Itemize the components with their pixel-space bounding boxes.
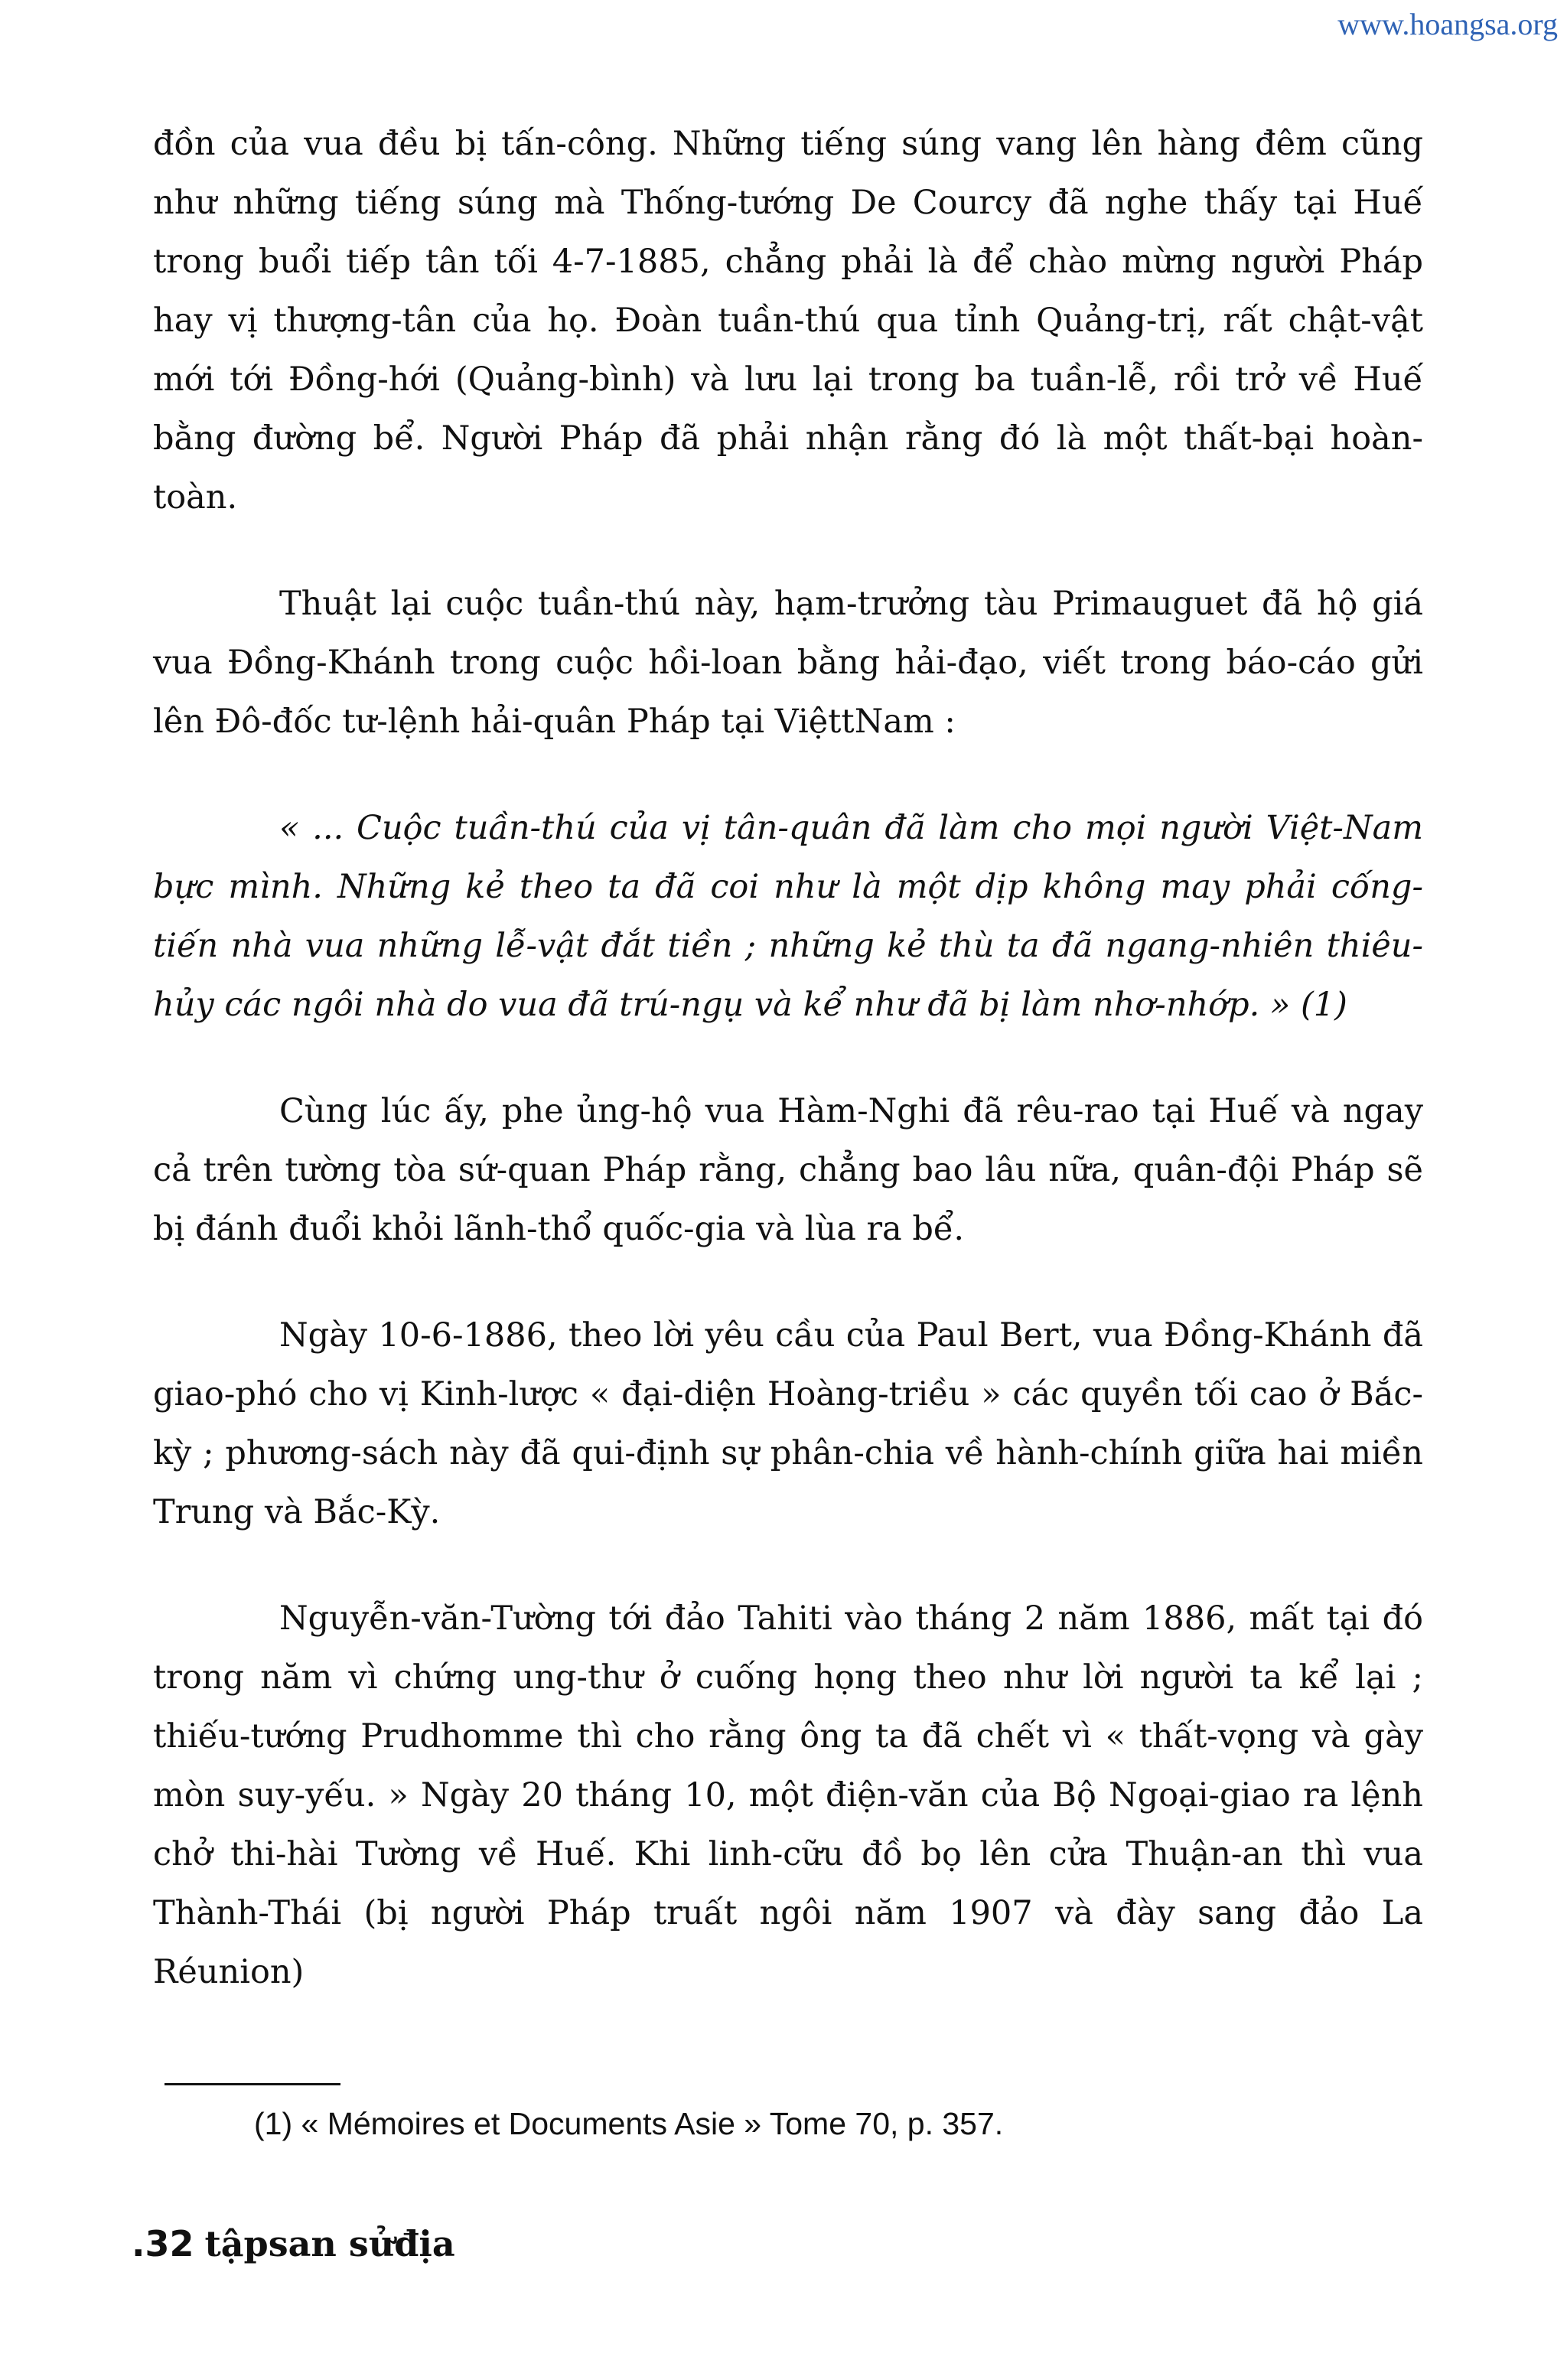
footnote: (1) « Mémoires et Documents Asie » Tome 70, p. 357.	[254, 2106, 1004, 2141]
paragraph-4: Ngày 10-6-1886, theo lời yêu cầu của Paul Bert, vua Đồng-Khánh đã giao-phó cho vị Kinh-lược « đại-diện Hoàng-triều » các quyền tối cao ở Bắc-kỳ ; phương-sách này đã qui-định sự phân-chia về hành-chính giữa hai miền Trung và Bắc-Kỳ.	[153, 1316, 1423, 1531]
watermark-url: www.hoangsa.org	[1337, 7, 1558, 41]
paragraph-2: Thuật lại cuộc tuần-thú này, hạm-trưởng tàu Primauguet đã hộ giá vua Đồng-Khánh trong cuộc hồi-loan bằng hải-đạo, viết trong báo-cáo gửi lên Đô-đốc tư-lệnh hải-quân Pháp tại ViệttNam :	[153, 585, 1423, 741]
page-footer	[132, 2223, 455, 2264]
publication-name: tậpsan sửđịa	[204, 2223, 455, 2264]
page-number: .32	[132, 2223, 194, 2264]
page-body	[153, 115, 1423, 2002]
paragraph-1: đồn của vua đều bị tấn-công. Những tiếng súng vang lên hàng đêm cũng như những tiếng súng mà Thống-tướng De Courcy đã nghe thấy tại Huế trong buổi tiếp tân tối 4-7-1885, chẳng phải là để chào mừng người Pháp hay vị thượng-tân của họ. Đoàn tuần-thú qua tỉnh Quảng-trị, rất chật-vật mới tới Đồng-hới (Quảng-bình) và lưu lại trong ba tuần-lễ, rồi trở về Huế bằng đường bể. Người Pháp đã phải nhận rằng đó là một thất-bại hoàn-toàn.	[153, 125, 1423, 517]
paragraph-5: Nguyễn-văn-Tường tới đảo Tahiti vào tháng 2 năm 1886, mất tại đó trong năm vì chứng ung-thư ở cuống họng theo như lời người ta kể lại ; thiếu-tướng Prudhomme thì cho rằng ông ta đã chết vì « thất-vọng và gày mòn suy-yếu. » Ngày 20 tháng 10, một điện-văn của Bộ Ngoại-giao ra lệnh chở thi-hài Tường về Huế. Khi linh-cữu đồ bọ lên cửa Thuận-an thì vua Thành-Thái (bị người Pháp truất ngôi năm 1907 và đày sang đảo La Réunion)	[153, 1599, 1423, 1991]
footnote-divider	[165, 2083, 340, 2085]
paragraph-3: Cùng lúc ấy, phe ủng-hộ vua Hàm-Nghi đã rêu-rao tại Huế và ngay cả trên tường tòa sứ-quan Pháp rằng, chẳng bao lâu nữa, quân-đội Pháp sẽ bị đánh đuổi khỏi lãnh-thổ quốc-gia và lùa ra bể.	[153, 1092, 1423, 1248]
block-quote: « ... Cuộc tuần-thú của vị tân-quân đã làm cho mọi người Việt-Nam bực mình. Những kẻ theo ta đã coi như là một dịp không may phải cống-tiến nhà vua những lễ-vật đắt tiền ; những kẻ thù ta đã ngang-nhiên thiêu-hủy các ngôi nhà do vua đã trú-ngụ và kể như đã bị làm nhơ-nhớp. » (1)	[153, 809, 1423, 1024]
